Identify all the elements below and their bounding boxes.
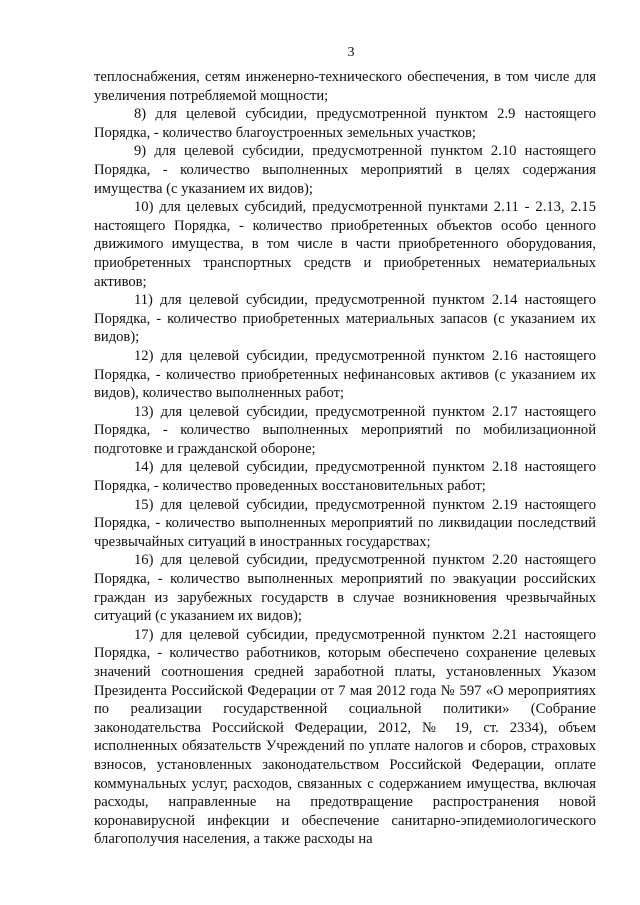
paragraph-continuation: теплоснабжения, сетям инженерно-технического обеспечения, в том числе для увеличения потребляемой мощности; — [94, 69, 596, 104]
page-number: 3 — [347, 45, 355, 60]
paragraph-item-11: 11) для целевой субсидии, предусмотренной пунктом 2.14 настоящего Порядка, - количество приобретенных материальных запасов (с указанием их видов); — [94, 292, 596, 346]
paragraph-item-10: 10) для целевых субсидий, предусмотренной пунктами 2.11 - 2.13, 2.15 настоящего Порядка, - количество приобретенных объектов особо ценного движимого имущества, в том числе в части приобретенного оборудования, приобретенных транспортных средств и приобретенных нематериальных активов; — [94, 199, 596, 290]
paragraph-item-13: 13) для целевой субсидии, предусмотренной пунктом 2.17 настоящего Порядка, - количество выполненных мероприятий по мобилизационной подготовке и гражданской обороне; — [94, 403, 596, 457]
paragraph-item-17: 17) для целевой субсидии, предусмотренной пунктом 2.21 настоящего Порядка, - количество работников, которым обеспечено сохранение целевых значений соотношения средней заработной платы, установленных Указом Президента Российской Федерации от 7 мая 2012 года № 597 «О мероприятиях по реализации государственной социальной политики» (Собрание законодательства Российской Федерации, 2012, № 19, ст. 2334), объем исполненных обязательств Учреждений по уплате налогов и сборов, страховых взносов, установленных законодательством Российской Федерации, оплате коммунальных услуг, расходов, связанных с содержанием имущества, включая расходы, направленные на предотвращение распространения новой коронавирусной инфекции и обеспечение санитарно-эпидемиологического благополучия населения, а также расходы на — [94, 626, 596, 848]
paragraph-item-12: 12) для целевой субсидии, предусмотренной пунктом 2.16 настоящего Порядка, - количество приобретенных нефинансовых активов (с указанием их видов), количество выполненных работ; — [94, 347, 596, 402]
paragraph-item-8: 8) для целевой субсидии, предусмотренной пунктом 2.9 настоящего Порядка, - количество благоустроенных земельных участков; — [94, 106, 596, 141]
paragraph-item-14: 14) для целевой субсидии, предусмотренной пунктом 2.18 настоящего Порядка, - количество проведенных восстановительных работ; — [94, 459, 596, 495]
paragraph-item-16: 16) для целевой субсидии, предусмотренной пунктом 2.20 настоящего Порядка, - количество выполненных мероприятий по эвакуации российских граждан из зарубежных государств в случае возникновения чрезвычайных ситуаций (с указанием их видов); — [94, 552, 596, 625]
paragraph-item-15: 15) для целевой субсидии, предусмотренной пунктом 2.19 настоящего Порядка, - количество выполненных мероприятий по ликвидации последствий чрезвычайных ситуаций в иностранных государствах; — [94, 496, 596, 550]
paragraph-item-9: 9) для целевой субсидии, предусмотренной пунктом 2.10 настоящего Порядка, - количество выполненных мероприятий в целях содержания имущества (с указанием их видов); — [94, 143, 596, 197]
